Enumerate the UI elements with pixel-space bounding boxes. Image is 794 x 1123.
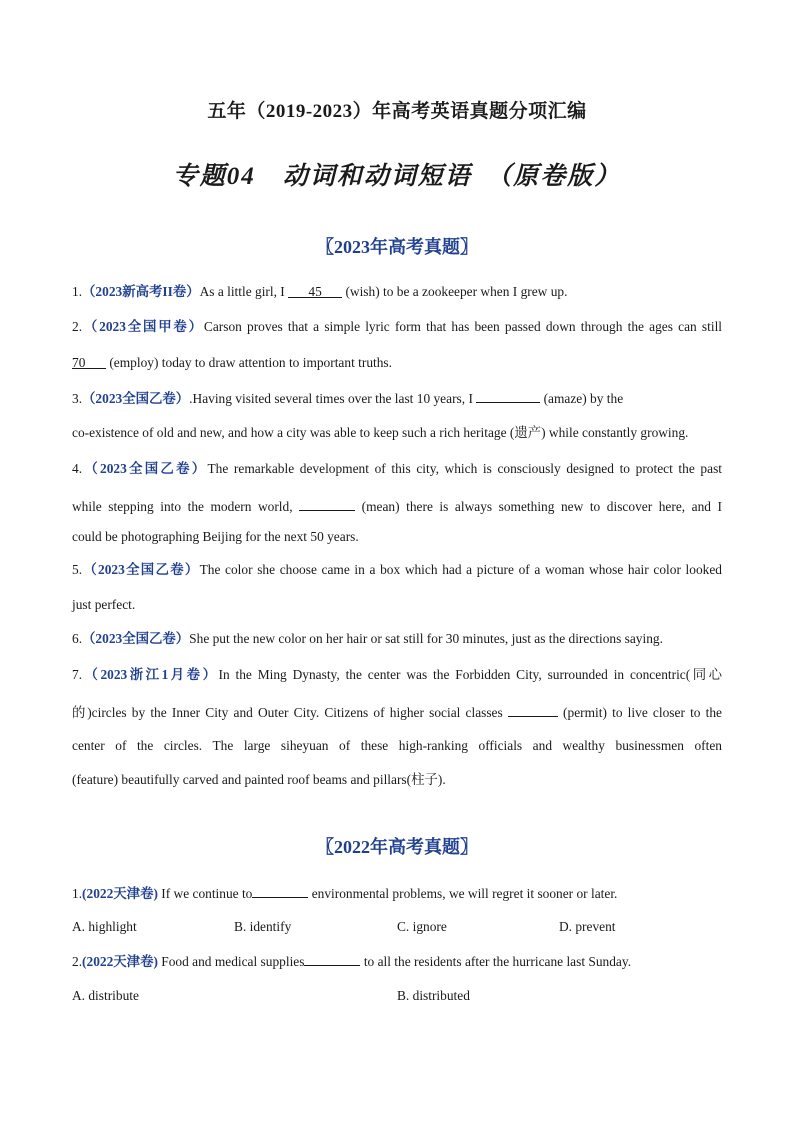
question-2023-5-cont: just perfect. xyxy=(72,597,136,612)
answer-blank[interactable]: 45 xyxy=(288,284,342,298)
doc-title: 五年（2019-2023）年高考英语真题分项汇编 xyxy=(207,101,587,122)
question-source-tag: （2023全国乙卷） xyxy=(82,562,200,577)
option-a[interactable]: A. highlight xyxy=(72,919,137,934)
option-c[interactable]: C. ignore xyxy=(397,919,447,934)
option-d[interactable]: D. prevent xyxy=(559,919,616,934)
question-2023-7-cont3: (feature) beautifully carved and painted roof beams and pillars(柱子). xyxy=(72,772,446,787)
question-source-tag: （2023全国甲卷） xyxy=(82,319,204,334)
question-source-tag: (2022天津卷) xyxy=(82,954,158,969)
question-2023-4: 4.（2023全国乙卷）The remarkable development of this city, which is consciously designed to protect the past xyxy=(72,461,723,476)
answer-blank[interactable] xyxy=(476,389,540,403)
question-2023-2-cont: 70 (employ) today to draw attention to important truths. xyxy=(72,355,392,370)
question-source-tag: (2022天津卷) xyxy=(82,886,158,901)
option-a[interactable]: A. distribute xyxy=(72,988,139,1003)
question-2023-7-cont2: center of the circles. The large siheyuan of these high-ranking officials and wealthy businessmen often xyxy=(72,738,722,753)
answer-blank[interactable] xyxy=(508,703,558,717)
question-2023-7-cont: 的)circles by the Inner City and Outer City. Citizens of higher social classes (permit) to live closer to the xyxy=(72,705,723,720)
question-2023-3-cont: co-existence of old and new, and how a city was able to keep such a rich heritage (遗产) while constantly growing. xyxy=(72,425,689,440)
option-b[interactable]: B. identify xyxy=(234,919,292,934)
section-heading-2023: 〖2023年高考真题〗 xyxy=(316,237,478,257)
question-source-tag: （2023全国乙卷） xyxy=(82,461,208,476)
doc-subtitle: 专题04 动词和动词短语 （原卷版） xyxy=(172,163,622,190)
question-2022-2: 2.(2022天津卷) Food and medical supplies to all the residents after the hurricane last Sunday. xyxy=(72,954,632,969)
question-2023-4-cont: while stepping into the modern world, (mean) there is always something new to discover here, and I xyxy=(72,499,722,514)
question-source-tag: （2023新高考II卷） xyxy=(82,284,200,299)
answer-blank[interactable] xyxy=(299,497,355,511)
section-heading-2022: 〖2022年高考真题〗 xyxy=(316,837,478,857)
option-b[interactable]: B. distributed xyxy=(397,988,470,1003)
question-source-tag: （2023浙江1月卷） xyxy=(82,667,219,682)
question-2023-4-cont2: could be photographing Beijing for the next 50 years. xyxy=(72,529,359,544)
question-2023-2: 2.（2023全国甲卷）Carson proves that a simple lyric form that has been passed down through the ages can still xyxy=(72,319,723,334)
answer-blank[interactable]: 70 xyxy=(72,355,106,369)
question-2023-6: 6.（2023全国乙卷）She put the new color on her hair or sat still for 30 minutes, just as the directions saying. xyxy=(72,631,663,646)
question-2023-7: 7.（2023浙江1月卷）In the Ming Dynasty, the center was the Forbidden City, surrounded in concentric(同心 xyxy=(72,667,723,682)
answer-blank[interactable] xyxy=(304,952,360,966)
question-2023-3: 3.（2023全国乙卷）.Having visited several times over the last 10 years, I (amaze) by the xyxy=(72,391,624,406)
question-source-tag: （2023全国乙卷） xyxy=(82,631,190,646)
answer-blank[interactable] xyxy=(252,884,308,898)
question-2023-1: 1.（2023新高考II卷）As a little girl, I 45 (wish) to be a zookeeper when I grew up. xyxy=(72,284,568,299)
question-source-tag: （2023全国乙卷） xyxy=(82,391,190,406)
question-2023-5: 5.（2023全国乙卷）The color she choose came in a box which had a picture of a woman whose hair color looked xyxy=(72,562,722,577)
question-2022-1: 1.(2022天津卷) If we continue to environmental problems, we will regret it sooner or later. xyxy=(72,886,618,901)
